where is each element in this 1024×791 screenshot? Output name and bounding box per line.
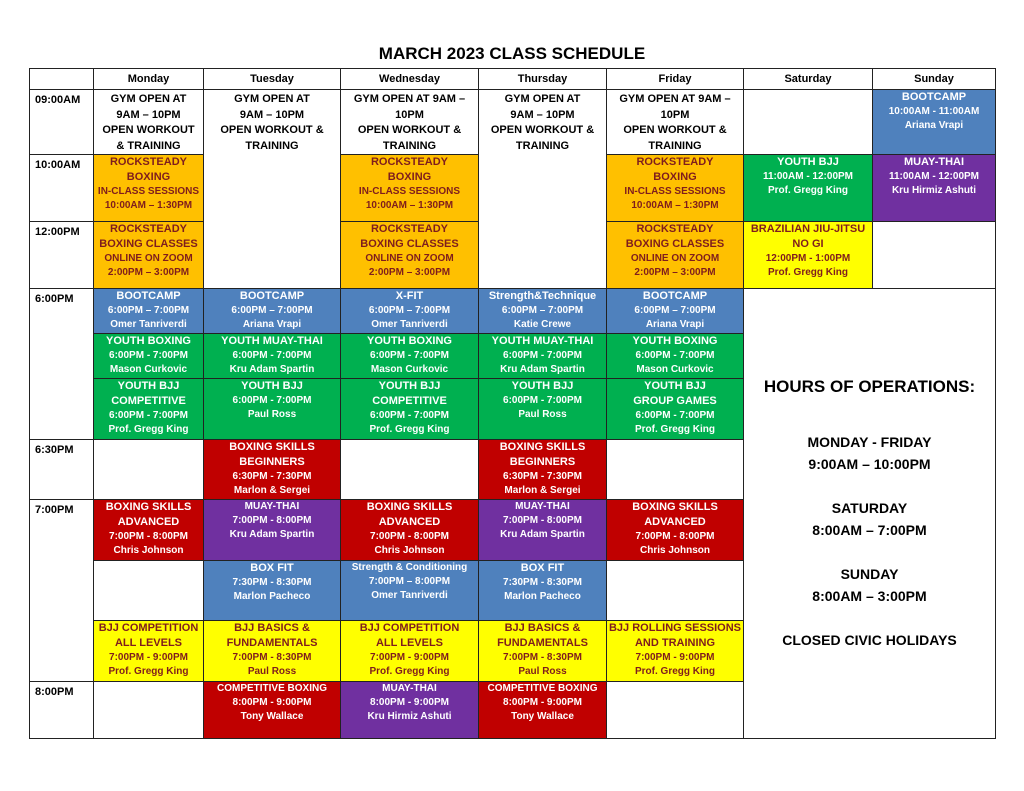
class-wed-youth-boxing: YOUTH BOXING 6:00PM - 7:00PM Mason Curkovic xyxy=(341,334,479,379)
empty-cell xyxy=(607,440,744,500)
weekday-time: 9:00AM – 10:00PM xyxy=(808,455,931,472)
gym-open-thursday: GYM OPEN AT 9AM – 10PM OPEN WORKOUT & TRAINING xyxy=(479,90,607,289)
class-tue-youth-muay-thai: YOUTH MUAY-THAI 6:00PM - 7:00PM Kru Adam Spartin xyxy=(204,334,341,379)
class-mon-youth-bjj: YOUTH BJJ COMPETITIVE 6:00PM - 7:00PM Prof. Gregg King xyxy=(94,379,204,440)
class-wed-xfit: X-FIT 6:00PM – 7:00PM Omer Tanriverdi xyxy=(341,289,479,334)
class-mon-youth-boxing: YOUTH BOXING 6:00PM - 7:00PM Mason Curkovic xyxy=(94,334,204,379)
gym-open-friday: GYM OPEN AT 9AM – 10PM OPEN WORKOUT & TRAINING xyxy=(607,90,744,155)
day-header-sunday: Sunday xyxy=(873,69,996,90)
class-thu-bjj-basics: BJJ BASICS & FUNDAMENTALS 7:00PM - 8:30PM Paul Ross xyxy=(479,621,607,682)
time-label: 12:00PM xyxy=(30,222,94,289)
gym-open-monday: GYM OPEN AT 9AM – 10PM OPEN WORKOUT & TRAINING xyxy=(94,90,204,155)
day-header-wednesday: Wednesday xyxy=(341,69,479,90)
class-tue-bootcamp: BOOTCAMP 6:00PM – 7:00PM Ariana Vrapi xyxy=(204,289,341,334)
class-wed-youth-bjj: YOUTH BJJ COMPETITIVE 6:00PM - 7:00PM Prof. Gregg King xyxy=(341,379,479,440)
sunday-time: 8:00AM – 3:00PM xyxy=(812,587,927,604)
class-tue-competitive-boxing: COMPETITIVE BOXING 8:00PM - 9:00PM Tony Wallace xyxy=(204,682,341,739)
gym-open-tuesday: GYM OPEN AT 9AM – 10PM OPEN WORKOUT & TRAINING xyxy=(204,90,341,289)
class-tue-youth-bjj: YOUTH BJJ 6:00PM - 7:00PM Paul Ross xyxy=(204,379,341,440)
time-label: 8:00PM xyxy=(30,682,94,739)
empty-cell xyxy=(94,682,204,739)
class-mon-bootcamp: BOOTCAMP 6:00PM – 7:00PM Omer Tanriverdi xyxy=(94,289,204,334)
time-label: 10:00AM xyxy=(30,155,94,222)
class-fri-rocksteady-zoom: ROCKSTEADY BOXING CLASSES ONLINE ON ZOOM 2:00PM – 3:00PM xyxy=(607,222,744,289)
empty-cell xyxy=(607,682,744,739)
gym-open-wednesday: GYM OPEN AT 9AM – 10PM OPEN WORKOUT & TRAINING xyxy=(341,90,479,155)
class-wed-rocksteady-inclass: ROCKSTEADY BOXING IN-CLASS SESSIONS 10:00AM – 1:30PM xyxy=(341,155,479,222)
class-thu-competitive-boxing: COMPETITIVE BOXING 8:00PM - 9:00PM Tony Wallace xyxy=(479,682,607,739)
time-label: 6:30PM xyxy=(30,440,94,500)
class-sat-youth-bjj: YOUTH BJJ 11:00AM - 12:00PM Prof. Gregg King xyxy=(744,155,873,222)
day-header-tuesday: Tuesday xyxy=(204,69,341,90)
class-wed-bjj-competition: BJJ COMPETITION ALL LEVELS 7:00PM - 9:00PM Prof. Gregg King xyxy=(341,621,479,682)
empty-cell xyxy=(94,440,204,500)
class-mon-bjj-competition: BJJ COMPETITION ALL LEVELS 7:00PM - 9:00PM Prof. Gregg King xyxy=(94,621,204,682)
class-thu-youth-muay-thai: YOUTH MUAY-THAI 6:00PM - 7:00PM Kru Adam Spartin xyxy=(479,334,607,379)
sunday-label: SUNDAY xyxy=(840,565,899,582)
empty-cell xyxy=(341,440,479,500)
header-row xyxy=(30,69,996,90)
empty-cell xyxy=(94,561,204,621)
class-sat-bjj-nogi: BRAZILIAN JIU-JITSU NO GI 12:00PM - 1:00PM Prof. Gregg King xyxy=(744,222,873,289)
class-tue-bjj-basics: BJJ BASICS & FUNDAMENTALS 7:00PM - 8:30PM Paul Ross xyxy=(204,621,341,682)
class-fri-youth-bjj: YOUTH BJJ GROUP GAMES 6:00PM - 7:00PM Prof. Gregg King xyxy=(607,379,744,440)
class-sun-muay-thai: MUAY-THAI 11:00AM - 12:00PM Kru Hirmiz Ashuti xyxy=(873,155,996,222)
class-tue-muay-thai: MUAY-THAI 7:00PM - 8:00PM Kru Adam Spartin xyxy=(204,500,341,561)
class-mon-boxing-advanced: BOXING SKILLS ADVANCED 7:00PM - 8:00PM Chris Johnson xyxy=(94,500,204,561)
time-label: 6:00PM xyxy=(30,289,94,440)
class-mon-rocksteady-zoom: ROCKSTEADY BOXING CLASSES ONLINE ON ZOOM 2:00PM – 3:00PM xyxy=(94,222,204,289)
class-fri-bjj-rolling: BJJ ROLLING SESSIONS AND TRAINING 7:00PM - 9:00PM Prof. Gregg King xyxy=(607,621,744,682)
class-fri-boxing-advanced: BOXING SKILLS ADVANCED 7:00PM - 8:00PM Chris Johnson xyxy=(607,500,744,561)
class-tue-boxing-beginners: BOXING SKILLS BEGINNERS 6:30PM - 7:30PM Marlon & Sergei xyxy=(204,440,341,500)
time-label: 09:00AM xyxy=(30,90,94,155)
hours-of-operation xyxy=(744,289,996,739)
saturday-time: 8:00AM – 7:00PM xyxy=(812,521,927,538)
class-wed-boxing-advanced: BOXING SKILLS ADVANCED 7:00PM - 8:00PM Chris Johnson xyxy=(341,500,479,561)
class-thu-youth-bjj: YOUTH BJJ 6:00PM - 7:00PM Paul Ross xyxy=(479,379,607,440)
corner-cell xyxy=(30,69,94,90)
empty-cell xyxy=(873,222,996,289)
class-fri-bootcamp: BOOTCAMP 6:00PM – 7:00PM Ariana Vrapi xyxy=(607,289,744,334)
class-thu-boxing-beginners: BOXING SKILLS BEGINNERS 6:30PM - 7:30PM Marlon & Sergei xyxy=(479,440,607,500)
day-header-monday: Monday xyxy=(94,69,204,90)
hours-heading: HOURS OF OPERATIONS: xyxy=(763,376,976,396)
class-thu-box-fit: BOX FIT 7:30PM - 8:30PM Marlon Pacheco xyxy=(479,561,607,621)
weekday-label: MONDAY - FRIDAY xyxy=(807,433,932,450)
day-header-thursday: Thursday xyxy=(479,69,607,90)
empty-cell xyxy=(607,561,744,621)
class-wed-strength-conditioning: Strength & Conditioning 7:00PM – 8:00PM Omer Tanriverdi xyxy=(341,561,479,621)
class-wed-muay-thai: MUAY-THAI 8:00PM - 9:00PM Kru Hirmiz Ashuti xyxy=(341,682,479,739)
class-fri-rocksteady-inclass: ROCKSTEADY BOXING IN-CLASS SESSIONS 10:00AM – 1:30PM xyxy=(607,155,744,222)
class-tue-box-fit: BOX FIT 7:30PM - 8:30PM Marlon Pacheco xyxy=(204,561,341,621)
class-thu-muay-thai: MUAY-THAI 7:00PM - 8:00PM Kru Adam Spartin xyxy=(479,500,607,561)
time-label: 7:00PM xyxy=(30,500,94,682)
class-sun-bootcamp: BOOTCAMP 10:00AM - 11:00AM Ariana Vrapi xyxy=(873,90,996,155)
day-header-saturday: Saturday xyxy=(744,69,873,90)
page-title: MARCH 2023 CLASS SCHEDULE xyxy=(378,44,646,63)
closed-holidays: CLOSED CIVIC HOLIDAYS xyxy=(782,631,957,648)
schedule-table xyxy=(29,68,996,739)
empty-cell xyxy=(744,90,873,155)
class-mon-rocksteady-inclass: ROCKSTEADY BOXING IN-CLASS SESSIONS 10:00AM – 1:30PM xyxy=(94,155,204,222)
class-fri-youth-boxing: YOUTH BOXING 6:00PM - 7:00PM Mason Curkovic xyxy=(607,334,744,379)
class-wed-rocksteady-zoom: ROCKSTEADY BOXING CLASSES ONLINE ON ZOOM 2:00PM – 3:00PM xyxy=(341,222,479,289)
class-thu-strength-technique: Strength&Technique 6:00PM – 7:00PM Katie Crewe xyxy=(479,289,607,334)
saturday-label: SATURDAY xyxy=(831,499,908,516)
day-header-friday: Friday xyxy=(607,69,744,90)
